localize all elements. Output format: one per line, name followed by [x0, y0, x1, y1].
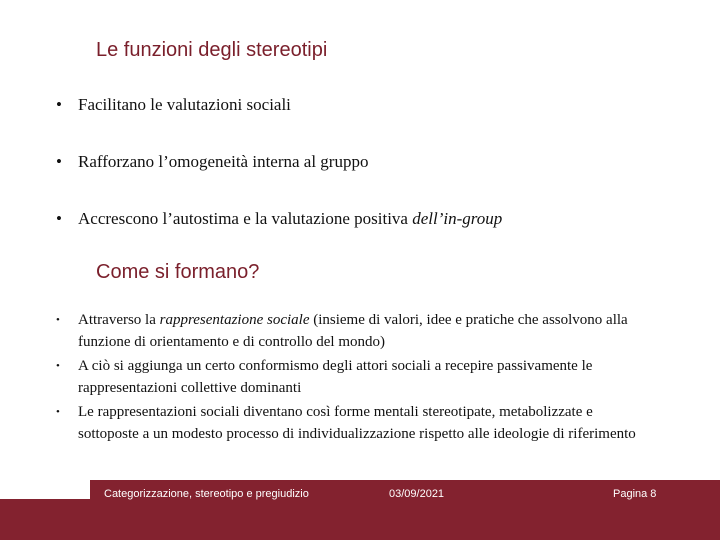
bullet-icon: • [56, 209, 62, 228]
bullet-icon: • [56, 314, 60, 326]
list-item: • A ciò si aggiunga un certo conformismo degli attori sociali a recepire passivamente le rappresentazioni collettive dominanti [56, 355, 646, 399]
list-item: • Attraverso la rappresentazione sociale (insieme di valori, idee e pratiche che assolvono alla funzione di orientamento e di controllo del mondo) [56, 309, 646, 353]
list-item: • Facilitano le valutazioni sociali [56, 95, 291, 114]
list-item: • Accrescono l’autostima e la valutazione positiva dell’in-group [56, 209, 503, 228]
footer-course-title: Categorizzazione, stereotipo e pregiudizio [104, 488, 309, 500]
section-title-formation: Come si formano? [96, 261, 260, 283]
bullet-icon: • [56, 406, 60, 418]
bullet-icon: • [56, 360, 60, 372]
functions-list [56, 94, 502, 265]
list-item: • Le rappresentazioni sociali diventano così forme mentali stereotipate, metabolizzate e sottoposte a un modesto processo di individualizzazione rispetto alle ideologie di riferimento [56, 401, 646, 445]
footer-page-number: Pagina 8 [613, 488, 657, 500]
footer-corner-accent [0, 499, 8, 540]
list-item: • Rafforzano l’omogeneità interna al gruppo [56, 152, 369, 171]
section-title-functions: Le funzioni degli stereotipi [96, 39, 328, 61]
bullet-icon: • [56, 95, 62, 114]
bullet-icon: • [56, 152, 62, 171]
footer-date: 03/09/2021 [389, 488, 445, 500]
footer-corner-cutout [0, 480, 90, 499]
footer-bar [0, 480, 720, 540]
formation-list [56, 309, 646, 447]
